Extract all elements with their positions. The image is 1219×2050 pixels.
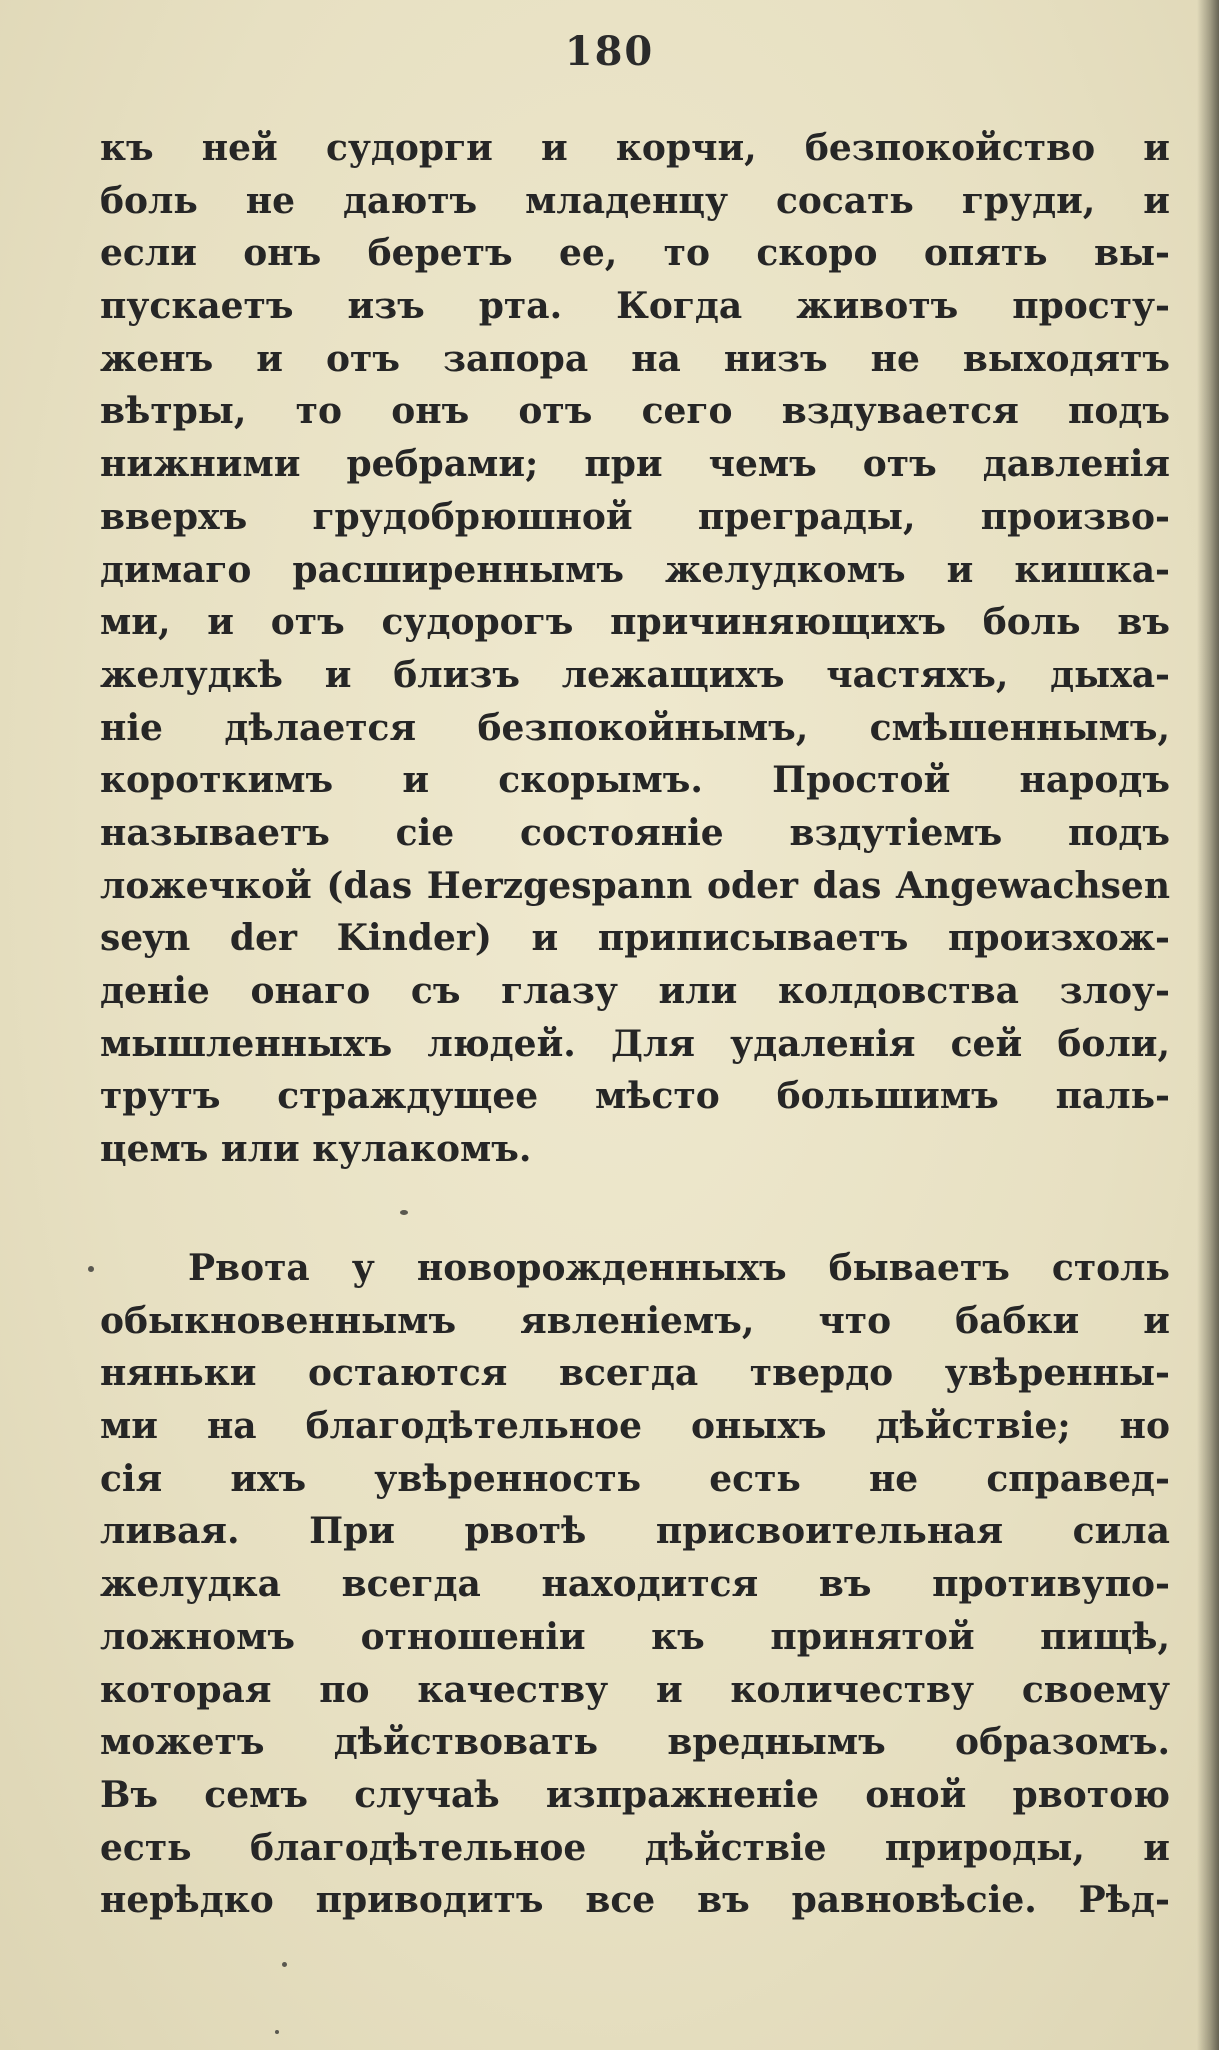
text-line: называетъ сіе состояніе вздутіемъ подъ [100, 811, 1170, 854]
ink-speck [88, 1266, 94, 1272]
page-number: 180 [564, 28, 655, 75]
text-line: цемъ или кулакомъ. [100, 1128, 532, 1171]
text-line: ми, и отъ судорогъ причиняющихъ боль въ [100, 601, 1170, 644]
text-line: желудка всегда находится въ противупо- [100, 1563, 1170, 1606]
text-line: ложечкой (das Herzgespann oder das Angewachsen [100, 864, 1170, 907]
ink-speck [282, 1962, 287, 1967]
text-line: Въ семъ случаѣ изпражненіе оной рвотою [100, 1773, 1170, 1816]
text-line: боль не даютъ младенцу сосать груди, и [100, 179, 1170, 222]
text-line: можетъ дѣйствовать вреднымъ образомъ. [100, 1721, 1170, 1764]
text-line: короткимъ и скорымъ. Простой народъ [100, 759, 1170, 802]
ink-speck [400, 1210, 408, 1215]
ink-speck [275, 2030, 279, 2034]
text-line: къ ней судорги и корчи, безпокойство и [100, 127, 1170, 169]
text-line: ложномъ отношеніи къ принятой пищѣ, [100, 1615, 1170, 1658]
text-line: ливая. При рвотѣ присвоительная сила [100, 1510, 1170, 1553]
text-line: сія ихъ увѣренность есть не справед- [100, 1457, 1170, 1500]
text-line: няньки остаются всегда твердо увѣренны- [100, 1352, 1170, 1395]
text-line: вверхъ грудобрюшной преграды, произво- [100, 495, 1170, 538]
text-line: мышленныхъ людей. Для удаленія сей боли, [100, 1022, 1170, 1065]
text-line: трутъ страждущее мѣсто большимъ паль- [100, 1075, 1170, 1118]
text-line: деніе онаго съ глазу или колдовства злоу- [100, 970, 1170, 1012]
text-line: димаго расширеннымъ желудкомъ и кишка- [100, 548, 1170, 591]
text-line: обыкновеннымъ явленіемъ, что бабки и [100, 1299, 1170, 1342]
paragraph [100, 1242, 1170, 1927]
text-line: пускаетъ изъ рта. Когда животъ просту- [100, 285, 1170, 328]
text-line: женъ и отъ запора на низъ не выходятъ [100, 337, 1170, 380]
paragraph [100, 122, 1170, 1176]
text-line: ми на благодѣтельное оныхъ дѣйствіе; но [100, 1405, 1170, 1448]
text-line: которая по качеству и количеству своему [100, 1668, 1170, 1711]
text-line: вѣтры, то онъ отъ сего вздувается подъ [100, 390, 1170, 433]
text-line: seyn der Kinder) и приписываетъ произхож- [100, 917, 1170, 960]
text-line: нерѣдко приводитъ все въ равновѣсіе. Рѣд- [100, 1879, 1170, 1922]
text-line: ніе дѣлается безпокойнымъ, смѣшеннымъ, [100, 706, 1170, 749]
text-line: есть благодѣтельное дѣйствіе природы, и [100, 1826, 1170, 1869]
text-line: желудкѣ и близъ лежащихъ частяхъ, дыха- [100, 653, 1170, 696]
text-line: Рвота у новорожденныхъ бываетъ столь [188, 1247, 1170, 1289]
page-edge-shadow [1197, 0, 1219, 2050]
text-line: если онъ беретъ ее, то скоро опять вы- [100, 232, 1170, 275]
text-line: нижними ребрами; при чемъ отъ давленія [100, 443, 1170, 486]
